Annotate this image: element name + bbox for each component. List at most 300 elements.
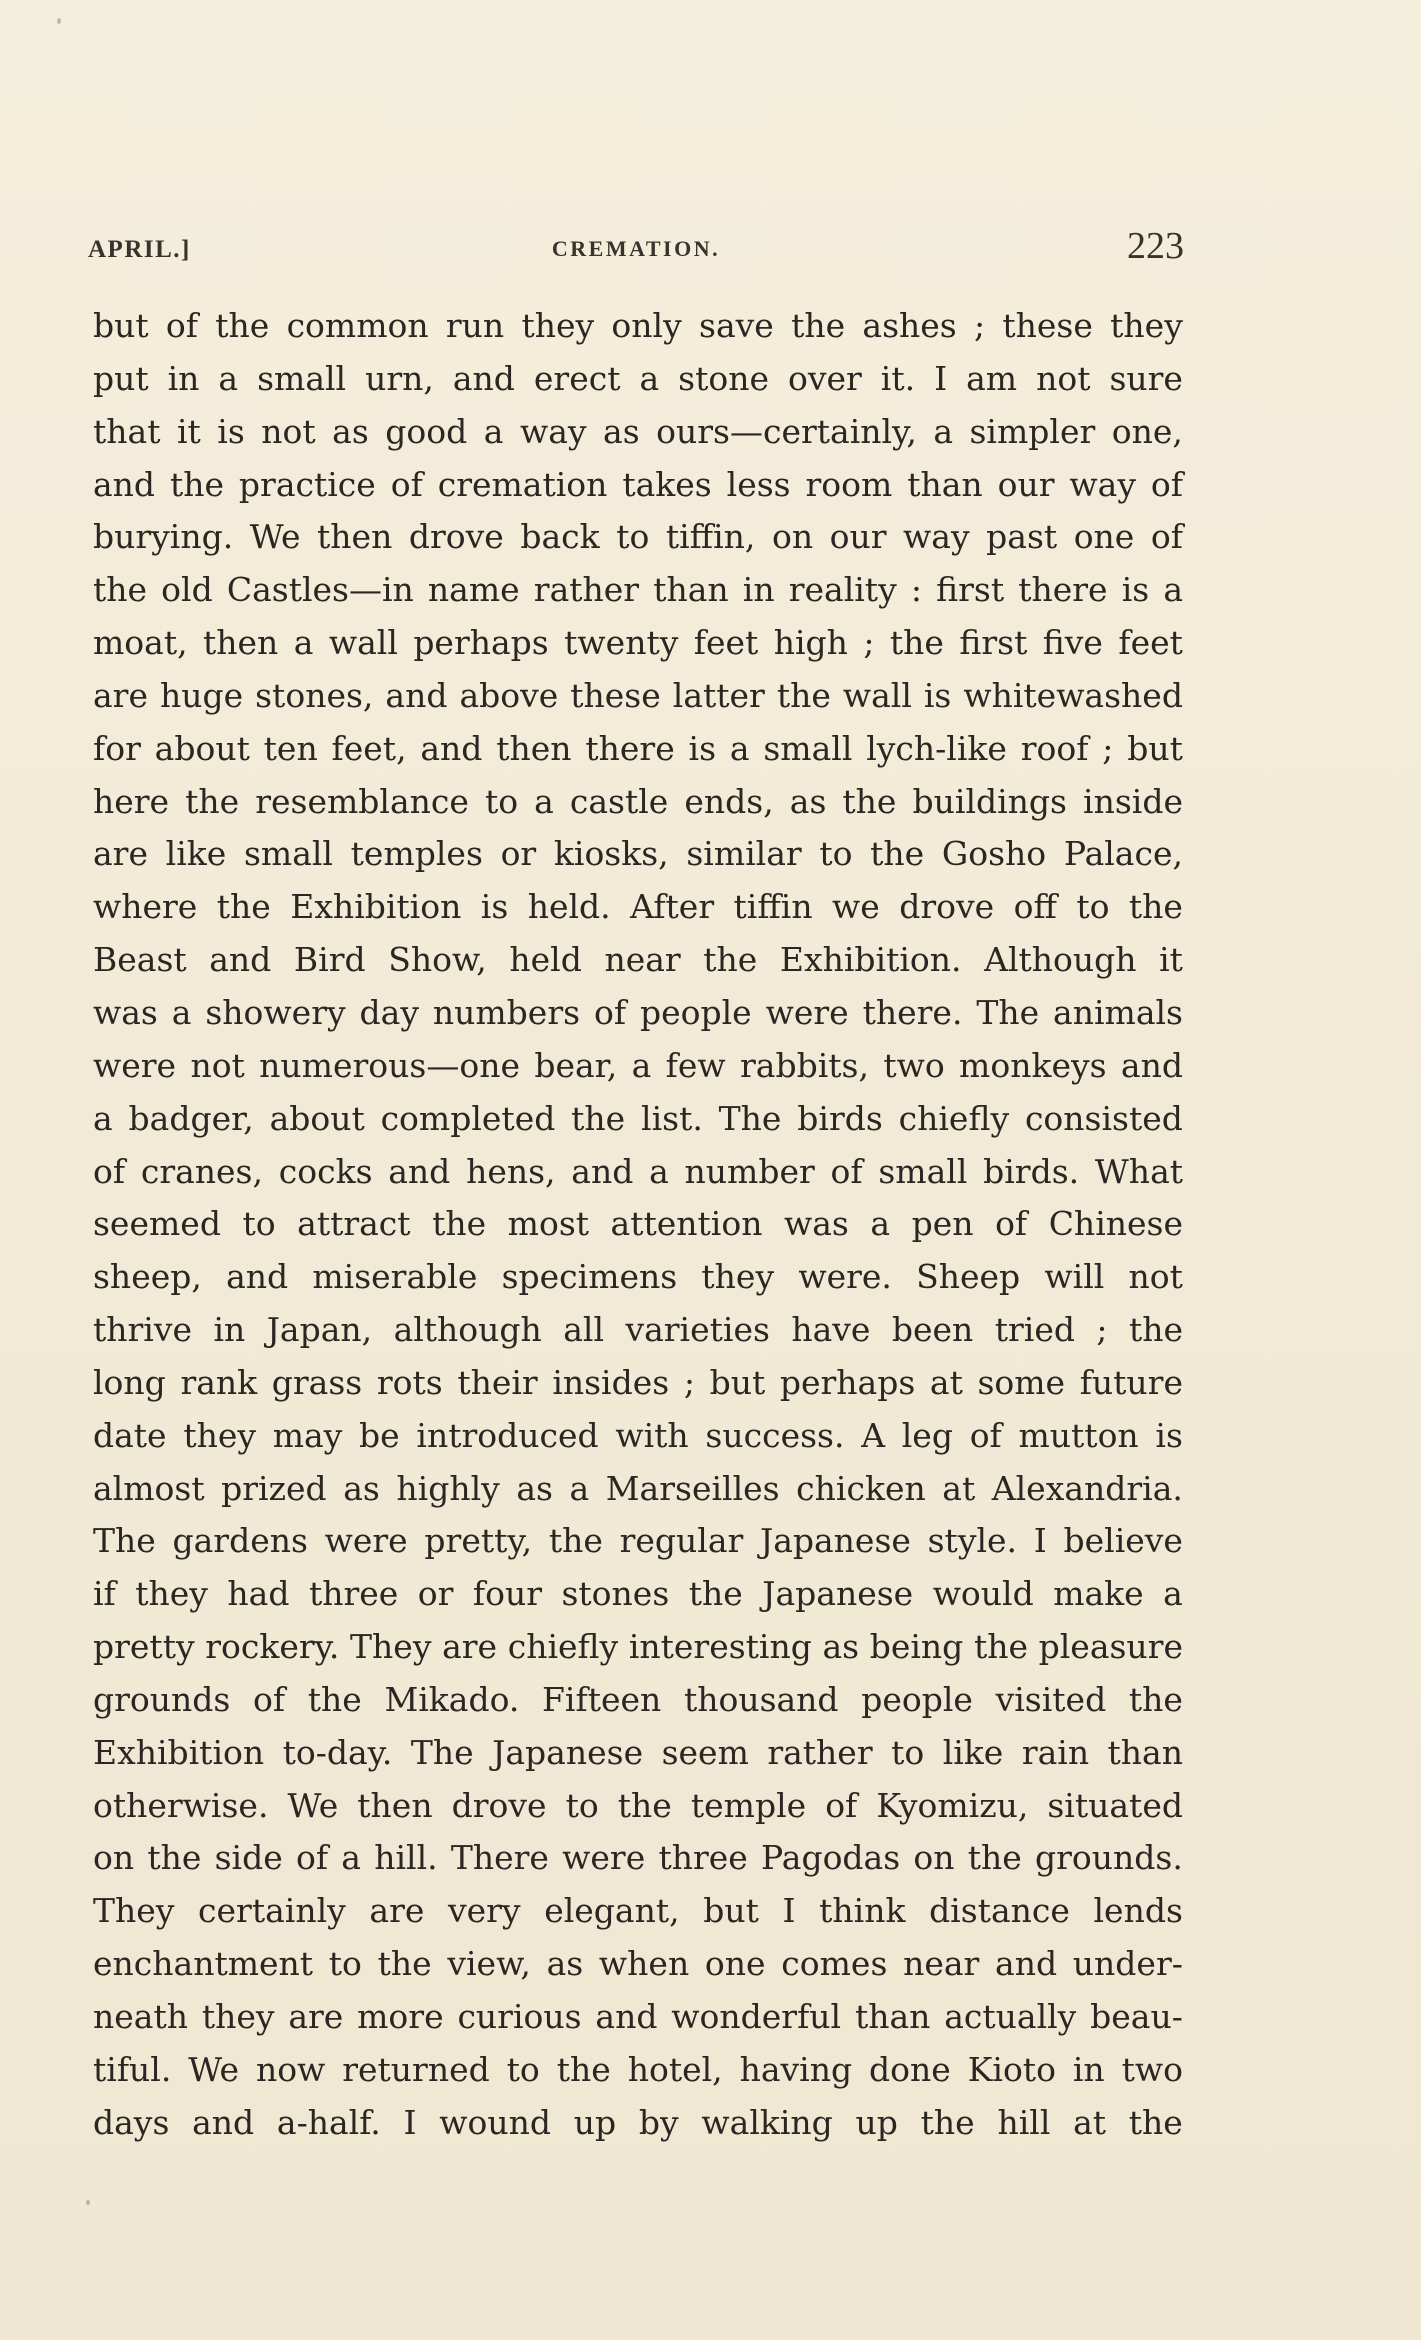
word: Exhibition. [779, 940, 962, 980]
page-number: 223 [1127, 225, 1184, 267]
word: thousand [683, 1679, 839, 1719]
word: the [920, 2102, 975, 2142]
word: I [1033, 1521, 1047, 1561]
word: reality [788, 570, 897, 610]
word: A [861, 1415, 886, 1455]
word: specimens [501, 1257, 678, 1297]
word: to [891, 1732, 925, 1772]
running-head-title: CREMATION. [551, 236, 721, 261]
word: the [1128, 887, 1183, 927]
word: rots [376, 1362, 443, 1402]
word: drove [408, 517, 504, 557]
word: it [1159, 940, 1183, 980]
word: the [93, 570, 148, 610]
word: tiful. [93, 2049, 172, 2089]
word: to-day. [282, 1732, 393, 1772]
word: are [369, 1891, 425, 1931]
word: otherwise. [93, 1785, 269, 1825]
word: there [1018, 570, 1108, 610]
word: wall [328, 623, 398, 663]
word: ; [863, 623, 875, 663]
word: like [165, 834, 227, 874]
word: leg [901, 1415, 953, 1455]
word: varieties [625, 1310, 770, 1350]
word: We [188, 2049, 240, 2089]
word: sure [1109, 358, 1183, 398]
text-line [93, 1251, 1183, 1304]
word: been [891, 1310, 974, 1350]
word: We [287, 1785, 339, 1825]
word: ; [683, 1362, 695, 1402]
text-line [93, 1410, 1183, 1463]
word: had [227, 1574, 290, 1614]
word: were [765, 992, 849, 1032]
word: save [699, 306, 774, 345]
word: a [1163, 570, 1183, 610]
word: The [718, 1098, 782, 1138]
word: situated [1047, 1785, 1183, 1825]
word: feet [1118, 623, 1183, 663]
word: temples [350, 834, 483, 874]
word: one, [1111, 411, 1183, 451]
word: beau- [1090, 1997, 1183, 2036]
word: or [500, 834, 537, 874]
text-line [93, 1146, 1183, 1199]
word: for [93, 728, 141, 768]
word: of [1150, 517, 1183, 557]
word: twenty [564, 623, 679, 663]
word: to [819, 834, 853, 874]
text-line [93, 1938, 1183, 1991]
word: as [603, 411, 640, 451]
word: kiosks, [553, 834, 669, 874]
word: make [1053, 1574, 1144, 1614]
word: the [1128, 2102, 1183, 2142]
word: the [216, 887, 271, 927]
word: small [878, 1151, 968, 1191]
text-line [93, 934, 1183, 987]
word: think [819, 1891, 906, 1931]
word: resemblance [255, 781, 469, 821]
word: curious [457, 1997, 582, 2036]
word: tiffin, [665, 517, 756, 557]
word: miserable [312, 1257, 478, 1297]
word: the [571, 1098, 626, 1138]
word: drove [451, 1785, 547, 1825]
word: at [1073, 2102, 1107, 2142]
word: if [93, 1574, 116, 1614]
word: stone [678, 358, 769, 398]
word: Japanese [762, 1574, 914, 1614]
word: Show, [388, 940, 487, 980]
word: our [997, 464, 1055, 504]
word: the [215, 306, 270, 345]
word: have [791, 1310, 871, 1350]
word: a [171, 992, 192, 1032]
word: people [639, 992, 752, 1032]
word: list. [641, 1098, 703, 1138]
word: Exhibition [93, 1732, 265, 1772]
word: on [93, 1838, 135, 1878]
word: they [183, 1415, 256, 1455]
word: side [214, 1838, 283, 1878]
word: gardens [172, 1521, 308, 1561]
word: Palace, [1063, 834, 1183, 874]
text-line [93, 1991, 1183, 2044]
word: latter [672, 675, 765, 715]
word: is [1121, 570, 1150, 610]
word: they [135, 1574, 208, 1614]
word: numbers [432, 992, 581, 1032]
word: erect [533, 358, 621, 398]
word: their [457, 1362, 538, 1402]
word: back [520, 517, 600, 557]
word: future [1079, 1362, 1183, 1402]
word: lych-like [866, 728, 1007, 768]
word: stones [561, 1574, 670, 1614]
word: Although [984, 940, 1137, 980]
word: the [973, 1627, 1028, 1667]
word: a [933, 411, 953, 451]
text-line [93, 1727, 1183, 1780]
word: whitewashed [963, 675, 1183, 715]
word: hens, [466, 1151, 556, 1191]
word: and [420, 728, 483, 768]
running-head [88, 222, 1184, 272]
word: than [653, 570, 729, 610]
word: thrive [93, 1310, 193, 1350]
word: castle [569, 781, 669, 821]
word: may [272, 1415, 343, 1455]
word: cocks [278, 1151, 373, 1191]
word: of [253, 1679, 286, 1719]
word: of [593, 992, 627, 1032]
word: Gosho [941, 834, 1047, 874]
word: where [93, 887, 198, 927]
text-line [93, 406, 1183, 459]
word: They [93, 1891, 175, 1931]
word: as [822, 1627, 860, 1667]
text-line [93, 1198, 1183, 1251]
word: on [913, 1838, 955, 1878]
word: is [480, 887, 509, 927]
word: and [595, 1997, 658, 2036]
word: about [154, 728, 250, 768]
word: above [459, 675, 559, 715]
word: a [649, 1151, 669, 1191]
word: and [226, 1257, 289, 1297]
word: a [569, 1468, 590, 1508]
word: than [854, 1997, 931, 2036]
word: interesting [628, 1627, 812, 1667]
word: a [483, 411, 504, 451]
word: a [729, 728, 750, 768]
word: common [286, 306, 429, 345]
word: to [484, 781, 519, 821]
word: ; [1102, 728, 1114, 768]
word: on [771, 517, 814, 557]
word: badger, [128, 1098, 254, 1138]
word: walking [701, 2102, 833, 2142]
word: chiefly [898, 1098, 1010, 1138]
text-line [93, 776, 1183, 829]
word: but [709, 1362, 766, 1402]
word: tried [994, 1310, 1075, 1350]
word: There [450, 1838, 549, 1878]
word: Kioto [967, 2049, 1056, 2089]
word: and [192, 2102, 255, 2142]
word: numerous—one [259, 1045, 520, 1085]
word: are [93, 675, 148, 715]
word: sheep, [93, 1257, 202, 1297]
word: of [93, 1151, 126, 1191]
word: like [942, 1732, 1004, 1772]
word: takes [622, 464, 712, 504]
word: a [218, 358, 239, 398]
word: of [825, 1785, 858, 1825]
word: two [883, 1045, 945, 1085]
word: urn, [365, 358, 434, 398]
word: by [638, 2102, 679, 2142]
word: way [903, 517, 970, 557]
word: neath [93, 1997, 188, 2036]
word: date [93, 1415, 167, 1455]
word: feet, [331, 728, 407, 768]
word: was [784, 1204, 849, 1244]
word: The [93, 1521, 156, 1561]
word: would [932, 1574, 1034, 1614]
word: I [934, 358, 948, 398]
word: showery [205, 992, 346, 1032]
word: first [936, 570, 1005, 610]
word: the [377, 1944, 432, 1984]
word: the [870, 834, 925, 874]
word: mutton [1018, 1415, 1139, 1455]
word: three [658, 1838, 748, 1878]
word: but [93, 306, 149, 345]
word: high [773, 623, 848, 663]
word: Marseilles [605, 1468, 780, 1508]
word: at [929, 1362, 963, 1402]
word: the [185, 781, 240, 821]
word: good [385, 411, 468, 451]
word: : [910, 570, 922, 610]
word: small [243, 834, 333, 874]
word: the [967, 1838, 1022, 1878]
word: Castles—in [226, 570, 414, 610]
word: done [869, 2049, 951, 2089]
word: wall [842, 675, 912, 715]
word: simpler [969, 411, 1096, 451]
word: lends [1093, 1891, 1183, 1931]
word: not [261, 411, 316, 451]
word: held. [527, 887, 611, 927]
word: the [147, 1838, 202, 1878]
word: up [573, 2102, 617, 2142]
word: attention [610, 1204, 763, 1244]
word: elegant, [544, 1891, 680, 1931]
word: we [832, 887, 880, 927]
word: to [1076, 887, 1110, 927]
word: grounds [93, 1679, 231, 1719]
word: old [161, 570, 213, 610]
word: few [665, 1045, 726, 1085]
word: and [209, 940, 272, 980]
word: ashes [862, 306, 957, 345]
word: the [703, 940, 758, 980]
word: wonderful [671, 1997, 842, 2036]
word: is [923, 675, 952, 715]
word: style. [927, 1521, 1018, 1561]
word: chiefly [507, 1627, 619, 1667]
word: Fifteen [542, 1679, 662, 1719]
word: in [1072, 2049, 1105, 2089]
word: under- [1072, 1944, 1183, 1984]
text-line [93, 987, 1183, 1040]
word: of [390, 464, 423, 504]
word: cranes, [140, 1151, 263, 1191]
word: they [201, 1997, 275, 2036]
text-line [93, 511, 1183, 564]
text-line [93, 564, 1183, 617]
word: these [570, 675, 661, 715]
paper-speck [57, 18, 61, 24]
text-line [93, 723, 1183, 776]
word: the [169, 464, 225, 504]
word: rather [767, 1732, 873, 1772]
word: these [1002, 306, 1093, 345]
word: days [93, 2102, 170, 2142]
word: animals [1053, 992, 1183, 1032]
word: pleasure [1038, 1627, 1183, 1667]
word: buildings [912, 781, 1067, 821]
word: and [385, 675, 448, 715]
word: completed [380, 1098, 556, 1138]
word: hotel, [627, 2049, 723, 2089]
word: perhaps [413, 623, 549, 663]
word: there [585, 728, 675, 768]
word: with [615, 1415, 689, 1455]
word: up [855, 2102, 898, 2142]
word: Exhibition [290, 887, 462, 927]
word: tiffin [733, 887, 813, 927]
word: inside [1083, 781, 1183, 821]
word: comes [781, 1944, 888, 1984]
word: ten [263, 728, 318, 768]
word: five [1042, 623, 1103, 663]
text-line [93, 1780, 1183, 1833]
word: to [616, 517, 650, 557]
word: and [93, 464, 156, 504]
word: of [995, 1204, 1028, 1244]
word: wound [439, 2102, 552, 2142]
word: moat, [93, 623, 188, 663]
word: or [417, 1574, 454, 1614]
word: ; [1096, 1310, 1108, 1350]
word: as [546, 1944, 584, 1984]
word: to [242, 1204, 276, 1244]
word: view, [447, 1944, 531, 1984]
word: here [93, 781, 170, 821]
word: the [776, 675, 831, 715]
word: held [509, 940, 582, 980]
word: to [565, 1785, 599, 1825]
word: grass [271, 1362, 363, 1402]
word: ends, [684, 781, 774, 821]
word: near [903, 1944, 980, 1984]
word: and [388, 1151, 451, 1191]
word: put [93, 358, 149, 398]
word: was [93, 992, 158, 1032]
word: cremation [437, 464, 608, 504]
word: number [684, 1151, 815, 1191]
word: near [604, 940, 681, 980]
word: of [1150, 464, 1183, 504]
word: run [445, 306, 505, 345]
word: than [907, 464, 983, 504]
word: are [288, 1997, 344, 2036]
word: Kyomizu, [876, 1785, 1029, 1825]
word: of [969, 1415, 1002, 1455]
word: After [630, 887, 715, 927]
word: Alexandria. [991, 1468, 1183, 1508]
word: now [255, 2049, 326, 2089]
word: a-half. [276, 2102, 381, 2142]
word: They [350, 1627, 432, 1667]
word: there. [862, 992, 963, 1032]
word: the [556, 2049, 611, 2089]
word: then [317, 517, 393, 557]
word: three [308, 1574, 399, 1614]
word: chicken [796, 1468, 926, 1508]
word: prized [221, 1468, 327, 1508]
word: actually [944, 1997, 1077, 2036]
word: as [343, 1468, 380, 1508]
word: a [341, 1838, 361, 1878]
word: burying. [93, 517, 234, 557]
text-line [93, 1304, 1183, 1357]
word: are [442, 1627, 498, 1667]
word: over [787, 358, 862, 398]
word: in [167, 358, 200, 398]
word: birds. [983, 1151, 1080, 1191]
text-line [93, 670, 1183, 723]
text-line [93, 1621, 1183, 1674]
text-line [93, 617, 1183, 670]
word: although [393, 1310, 542, 1350]
word: to [506, 2049, 540, 2089]
word: Japanese [492, 1732, 644, 1772]
word: rank [180, 1362, 258, 1402]
word: Mikado. [384, 1679, 520, 1719]
word: similar [686, 834, 802, 874]
word: Pagodas [761, 1838, 901, 1878]
word: the [307, 1679, 362, 1719]
word: of [830, 1151, 863, 1191]
word: the [617, 1785, 672, 1825]
word: at [942, 1468, 976, 1508]
word: almost [93, 1468, 205, 1508]
text-line [93, 1040, 1183, 1093]
word: the [432, 1204, 487, 1244]
word: will [1044, 1257, 1105, 1297]
word: attract [297, 1204, 411, 1244]
word: the [548, 1521, 603, 1561]
word: of [295, 1838, 329, 1878]
word: the [791, 306, 846, 345]
word: the [688, 1574, 743, 1614]
word: Sheep [916, 1257, 1021, 1297]
